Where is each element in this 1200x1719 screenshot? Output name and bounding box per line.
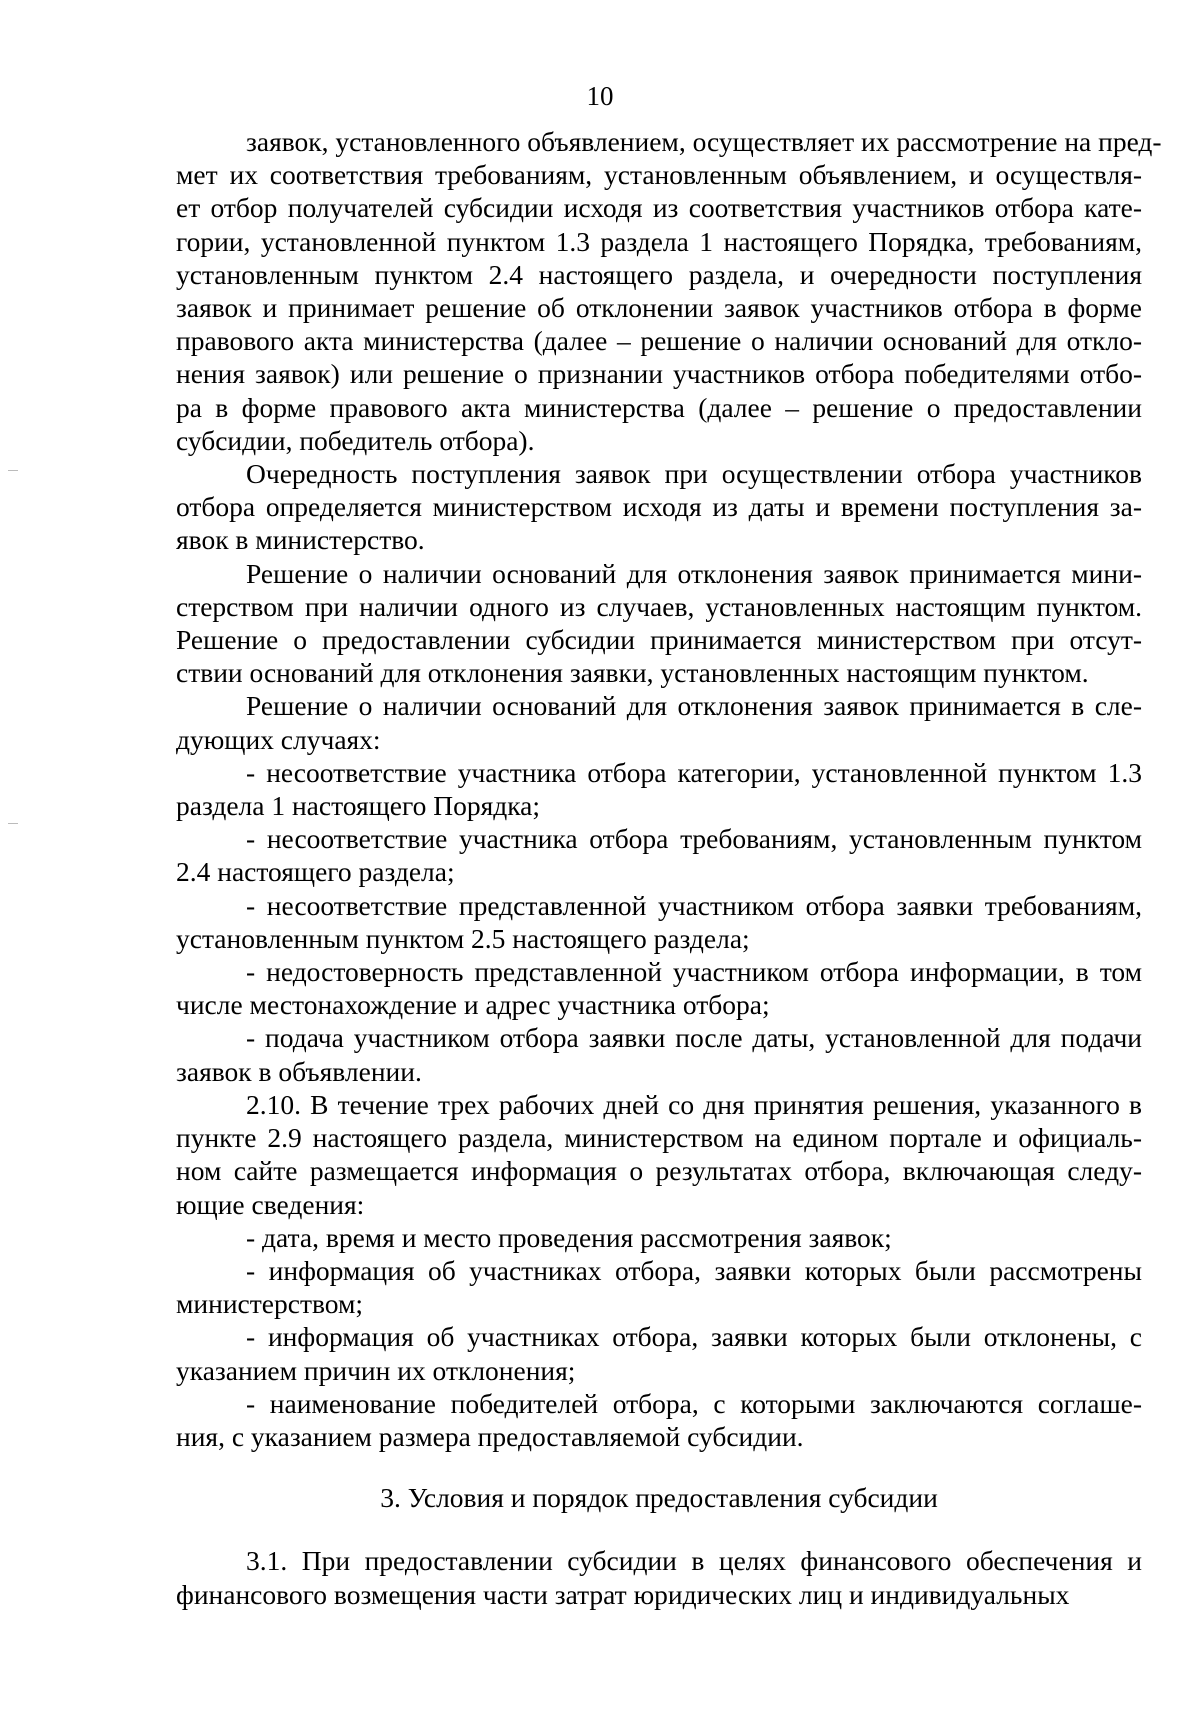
- text-line: - несоответствие представленной участником отбора заявки требованиям,: [246, 889, 1142, 921]
- text-line: - информация об участниках отбора, заявки которых были отклонены, с: [246, 1321, 1142, 1353]
- paragraph-p1: [176, 125, 1162, 457]
- paragraph-p6: [176, 822, 1142, 888]
- document-body: [176, 125, 1162, 1611]
- text-line: финансового возмещения части затрат юридических лиц и индивидуальных: [176, 1578, 1070, 1610]
- text-line: заявок и принимает решение об отклонении заявок участников отбора в форме: [176, 292, 1142, 324]
- text-line: ствии оснований для отклонения заявки, установленных настоящим пунктом.: [176, 657, 1089, 689]
- paragraph-p13: [176, 1320, 1142, 1386]
- text-line: стерством при наличии одного из случаев, установленных настоящим пунктом.: [176, 590, 1142, 622]
- text-line: - дата, время и место проведения рассмотрения заявок;: [246, 1221, 892, 1253]
- scan-mark: [8, 470, 18, 471]
- text-line: нения заявок) или решение о признании участников отбора победителями отбо-: [176, 358, 1142, 390]
- text-line: 3.1. При предоставлении субсидии в целях финансового обеспечения и: [246, 1545, 1142, 1577]
- text-line: числе местонахождение и адрес участника отбора;: [176, 989, 770, 1021]
- text-line: установленным пунктом 2.4 настоящего раздела, и очередности поступления: [176, 258, 1142, 290]
- text-line: заявок в объявлении.: [176, 1055, 422, 1087]
- text-line: Очередность поступления заявок при осуществлении отбора участников: [246, 458, 1142, 490]
- section-heading: 3. Условия и порядок предоставления субсидии: [380, 1482, 938, 1514]
- paragraph-p9: [176, 1021, 1142, 1087]
- text-line: - несоответствие участника отбора категории, установленной пунктом 1.3: [246, 756, 1142, 788]
- text-line: установленным пунктом 2.5 настоящего раздела;: [176, 922, 750, 954]
- text-line: гории, установленной пунктом 1.3 раздела 1 настоящего Порядка, требованиям,: [176, 225, 1142, 257]
- text-line: - информация об участниках отбора, заявки которых были рассмотрены: [246, 1254, 1142, 1286]
- text-line: Решение о предоставлении субсидии принимается министерством при отсут-: [176, 624, 1142, 656]
- paragraph-p2: [176, 457, 1142, 557]
- text-line: - подача участником отбора заявки после даты, установленной для подачи: [246, 1022, 1142, 1054]
- paragraph-p12: [176, 1254, 1142, 1320]
- text-line: Решение о наличии оснований для отклонения заявок принимается в сле-: [246, 690, 1142, 722]
- paragraph-p11: [176, 1221, 1142, 1254]
- text-line: - несоответствие участника отбора требованиям, установленным пунктом: [246, 823, 1142, 855]
- text-line: ет отбор получателей субсидии исходя из соответствия участников отбора кате-: [176, 192, 1142, 224]
- text-line: отбора определяется министерством исходя из даты и времени поступления за-: [176, 491, 1142, 523]
- paragraph-p7: [176, 889, 1142, 955]
- text-line: правового акта министерства (далее – решение о наличии оснований для откло-: [176, 325, 1142, 357]
- paragraph-p10: [176, 1088, 1142, 1221]
- paragraph-p4: [176, 689, 1142, 755]
- text-line: субсидии, победитель отбора).: [176, 424, 535, 456]
- text-line: - наименование победителей отбора, с которыми заключаются соглаше-: [246, 1387, 1142, 1419]
- text-line: раздела 1 настоящего Порядка;: [176, 790, 540, 822]
- paragraph-s1: [176, 1544, 1142, 1610]
- paragraph-p3: [176, 557, 1142, 690]
- text-line: ра в форме правового акта министерства (далее – решение о предоставлении: [176, 391, 1142, 423]
- paragraph-p14: [176, 1387, 1142, 1453]
- text-line: дующих случаях:: [176, 723, 381, 755]
- text-line: министерством;: [176, 1288, 364, 1320]
- text-line: Решение о наличии оснований для отклонения заявок принимается мини-: [246, 557, 1142, 589]
- text-line: ном сайте размещается информация о результатах отбора, включающая следу-: [176, 1155, 1142, 1187]
- text-line: указанием причин их отклонения;: [176, 1354, 576, 1386]
- paragraph-p5: [176, 756, 1142, 822]
- page-number: 10: [586, 81, 614, 111]
- text-line: пункте 2.9 настоящего раздела, министерством на едином портале и официаль-: [176, 1122, 1142, 1154]
- scan-mark: [8, 823, 18, 824]
- text-line: 2.10. В течение трех рабочих дней со дня принятия решения, указанного в: [246, 1088, 1142, 1120]
- text-line: заявок, установленного объявлением, осуществляет их рассмотрение на пред-: [246, 126, 1162, 157]
- text-line: ющие сведения:: [176, 1188, 365, 1220]
- text-line: мет их соответствия требованиям, установленным объявлением, и осуществля-: [176, 159, 1142, 191]
- text-line: явок в министерство.: [176, 524, 425, 556]
- text-line: - недостоверность представленной участником отбора информации, в том: [246, 956, 1142, 988]
- text-line: 2.4 настоящего раздела;: [176, 856, 455, 888]
- text-line: ния, с указанием размера предоставляемой субсидии.: [176, 1420, 804, 1452]
- paragraph-p8: [176, 955, 1142, 1021]
